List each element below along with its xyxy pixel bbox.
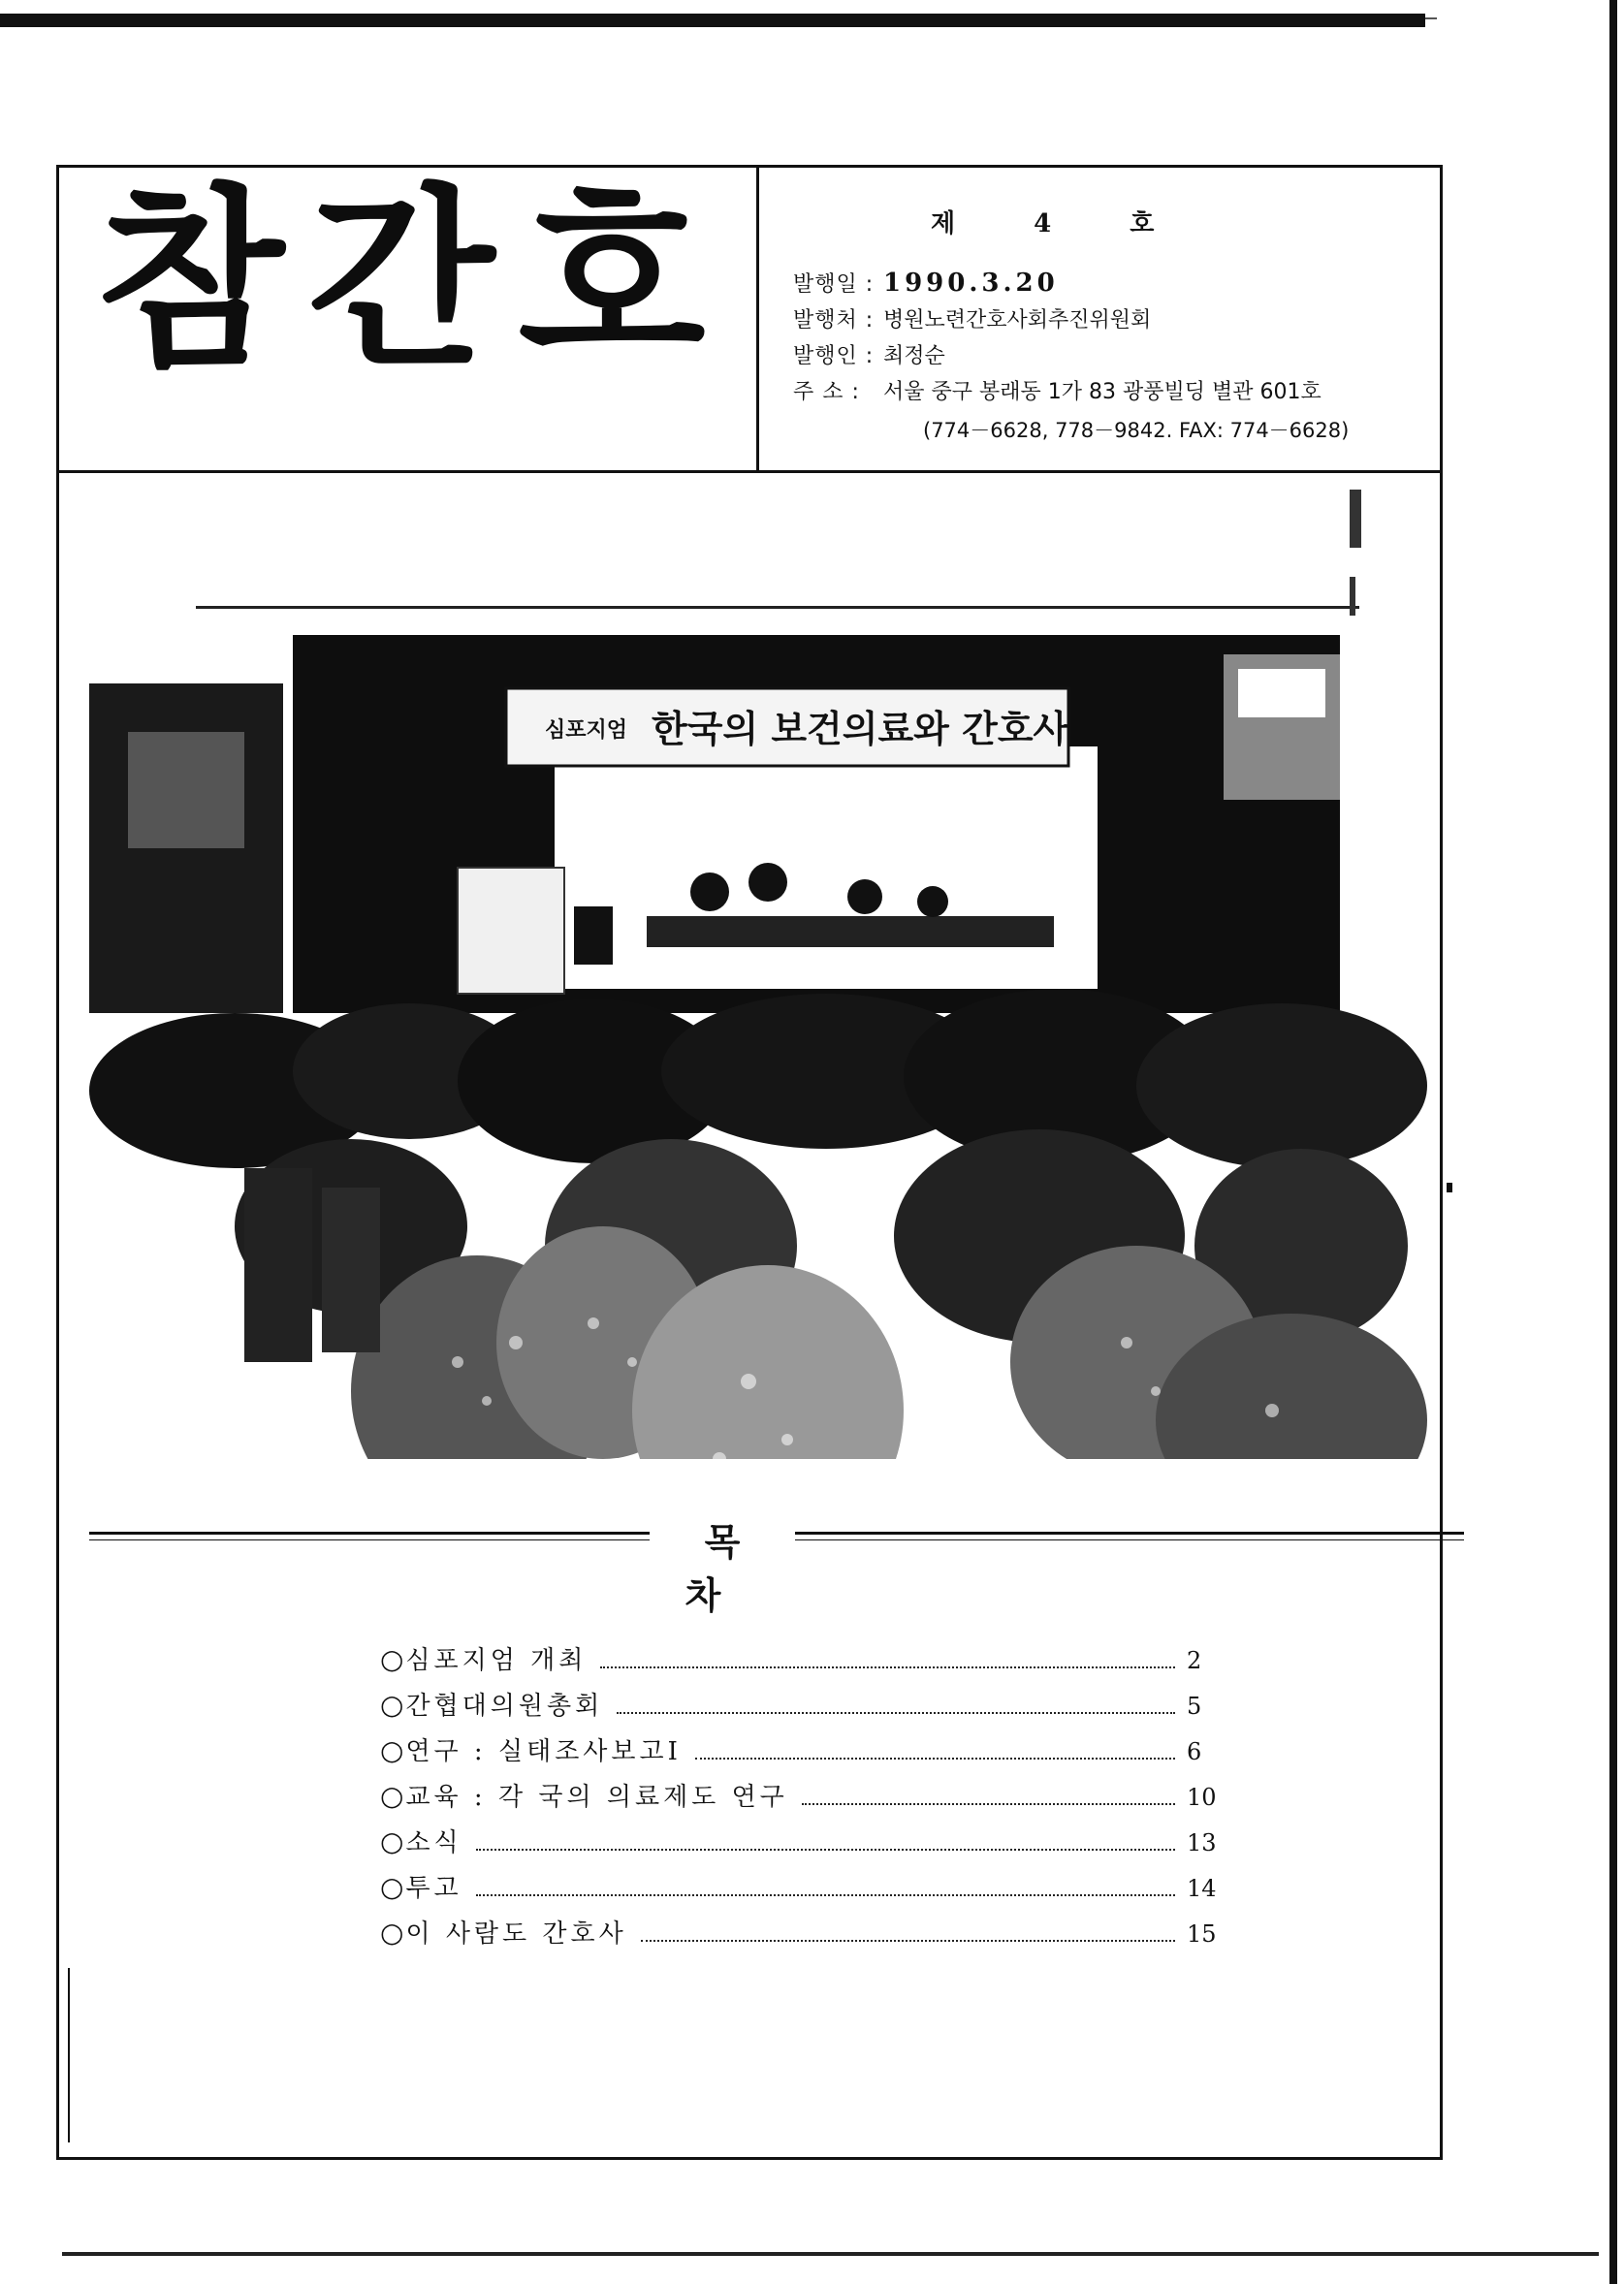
symposium-photo-image (89, 490, 1437, 1532)
toc-item-label: 투고 (405, 1874, 462, 1903)
toc-rule-left-thin (89, 1539, 650, 1540)
dot-leader (600, 1666, 1175, 1668)
editor-name: 최정순 (883, 344, 945, 368)
scan-bottom-edge (62, 2252, 1599, 2256)
scan-top-edge (0, 14, 1425, 27)
toc-rule-left (89, 1532, 650, 1535)
toc-item-page: 5 (1187, 1693, 1202, 1720)
dot-leader (476, 1849, 1175, 1851)
editor-row (793, 338, 1321, 374)
dot-leader (695, 1758, 1175, 1760)
toc-item (380, 1731, 1233, 1777)
address-row (793, 374, 1321, 410)
header-divider (756, 165, 759, 473)
toc-item-page: 10 (1187, 1784, 1217, 1811)
toc-item-label: 교육 : 각 국의 의료제도 연구 (405, 1783, 788, 1812)
toc-item (380, 1823, 1233, 1868)
publisher-name: 병원노련간호사회추진위원회 (883, 308, 1152, 333)
table-of-contents (380, 1640, 1233, 1959)
circle-bullet-icon: ○ (380, 1871, 404, 1903)
publication-date: 1990.3.20 (883, 269, 1059, 298)
circle-bullet-icon: ○ (380, 1825, 404, 1857)
banner-title-text: 한국의 보건의료와 간호사 (652, 708, 1069, 750)
date-label: 발행일 : (793, 272, 875, 297)
scan-artifact-dot (1447, 1183, 1452, 1192)
address-text: 서울 중구 봉래동 1가 83 광풍빌딩 별관 601호 (883, 380, 1321, 404)
publication-info (793, 266, 1321, 410)
scan-right-edge (1609, 0, 1617, 2284)
toc-item-page: 13 (1187, 1829, 1217, 1856)
dot-leader (476, 1894, 1175, 1896)
toc-item-page: 2 (1187, 1647, 1202, 1674)
issue-number: 제 4 호 (931, 209, 1190, 238)
toc-item-page: 6 (1187, 1738, 1202, 1765)
date-row (793, 266, 1321, 302)
toc-item-page: 15 (1187, 1920, 1217, 1948)
toc-item-label: 심포지엄 개최 (405, 1646, 588, 1675)
address-label: 주 소 : (793, 380, 860, 404)
scan-artifact-line (68, 1968, 70, 2142)
toc-item-label: 소식 (405, 1828, 462, 1857)
toc-item (380, 1640, 1233, 1686)
toc-rule-right (795, 1532, 1464, 1535)
scan-top-edge-thin (1425, 17, 1437, 19)
toc-item-label: 간협대의원총회 (405, 1692, 604, 1721)
publisher-label: 발행처 : (793, 308, 875, 333)
circle-bullet-icon: ○ (380, 1734, 404, 1766)
toc-item (380, 1686, 1233, 1731)
dot-leader (802, 1803, 1175, 1805)
banner-left-text: 심포지엄 (545, 718, 628, 743)
editor-label: 발행인 : (793, 344, 875, 368)
circle-bullet-icon: ○ (380, 1689, 404, 1721)
toc-rule-right-thin (795, 1539, 1464, 1540)
dot-leader (617, 1712, 1175, 1714)
dot-leader (641, 1940, 1175, 1942)
masthead-title: 참간호 (97, 168, 729, 394)
toc-item-label: 연구 : 실태조사보고Ⅰ (405, 1737, 682, 1766)
toc-item-page: 14 (1187, 1875, 1217, 1902)
toc-item (380, 1868, 1233, 1914)
toc-item (380, 1777, 1233, 1823)
circle-bullet-icon: ○ (380, 1917, 404, 1949)
publisher-row (793, 302, 1321, 338)
circle-bullet-icon: ○ (380, 1643, 404, 1675)
toc-item-label: 이 사람도 간호사 (405, 1919, 627, 1949)
toc-heading: 목 차 (685, 1521, 780, 1617)
toc-item (380, 1914, 1233, 1959)
symposium-photo (89, 490, 1437, 1532)
contact-numbers: (774－6628, 778－9842. FAX: 774－6628) (923, 419, 1350, 442)
circle-bullet-icon: ○ (380, 1780, 404, 1812)
